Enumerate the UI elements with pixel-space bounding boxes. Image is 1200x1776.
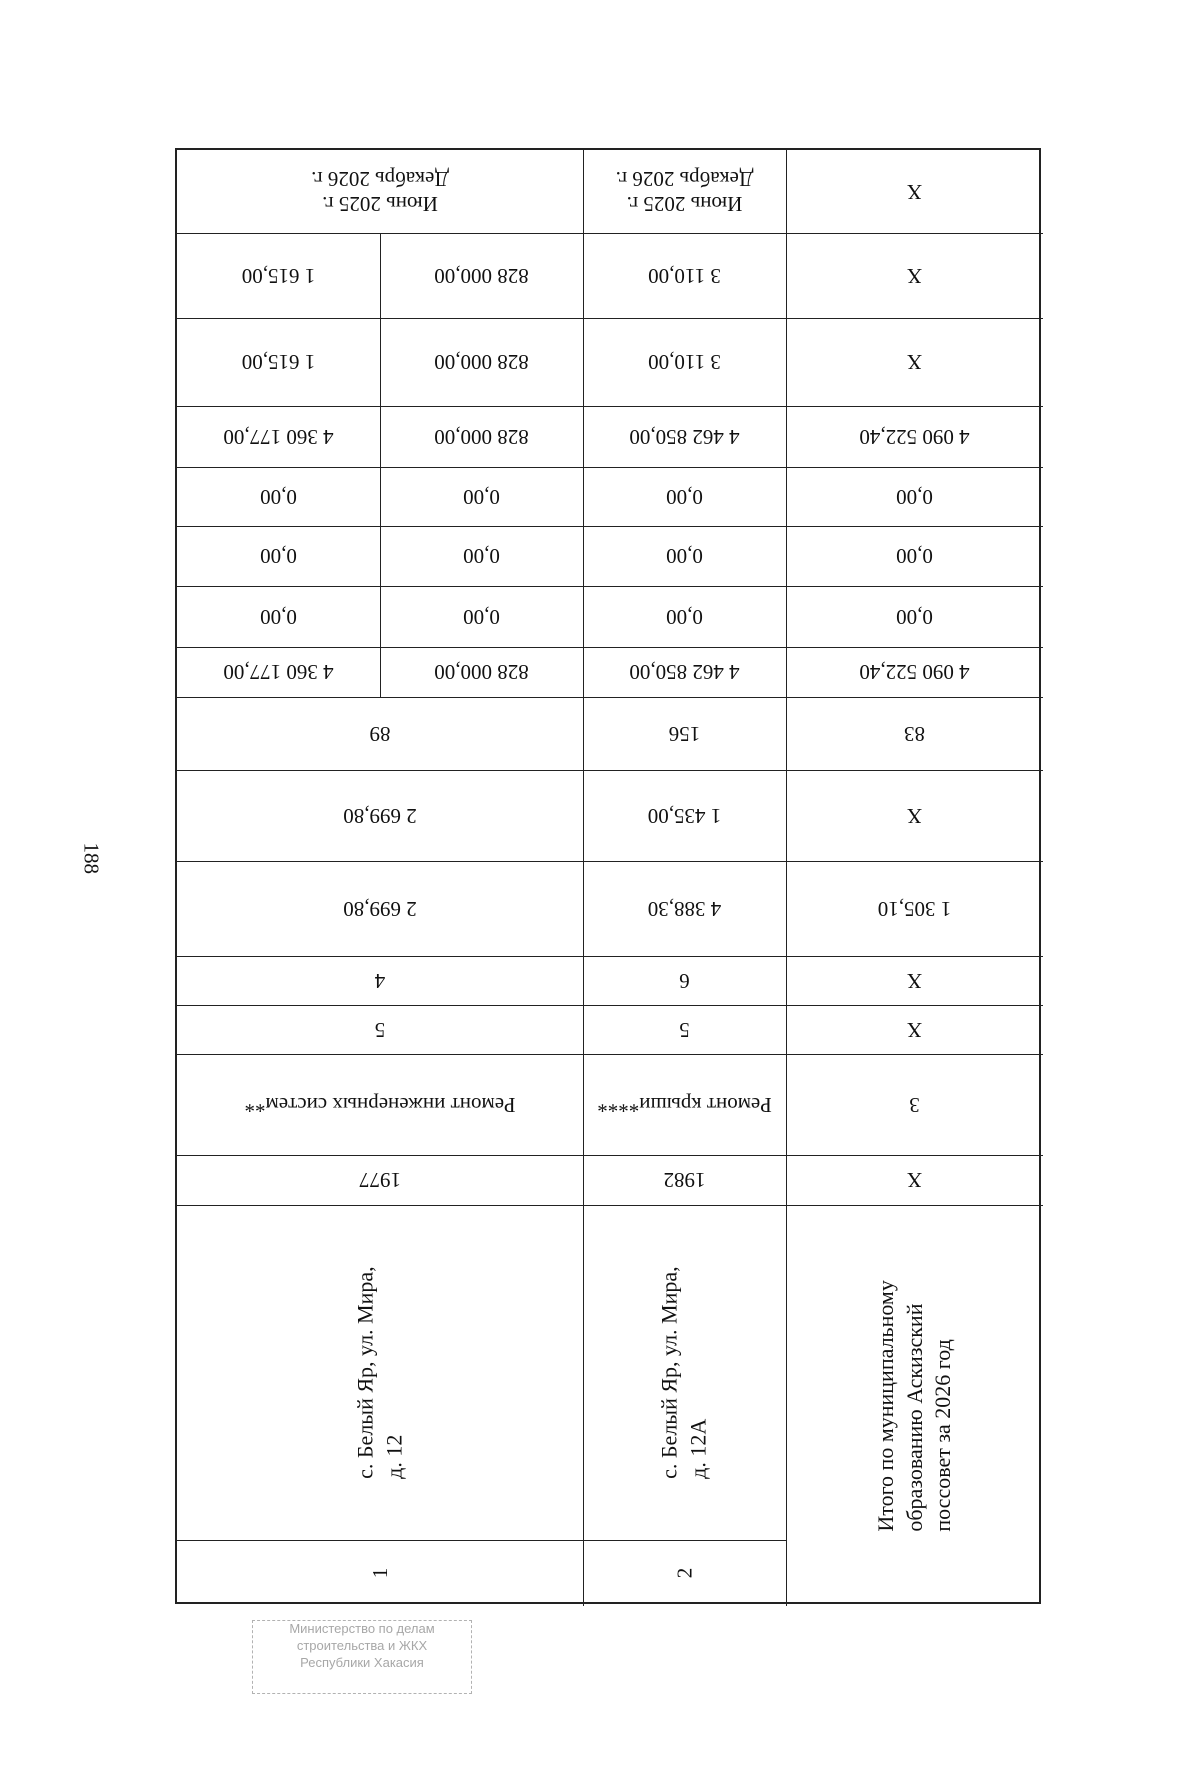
total-c5: Х: [906, 1017, 923, 1042]
total-area2: Х: [906, 803, 923, 828]
total-zero1: 0,00: [896, 604, 933, 629]
row1-zero3-b: 0,00: [463, 484, 500, 509]
row1-sum-a: 4 360 177,00: [223, 424, 334, 449]
total-schedule: Х: [906, 179, 923, 204]
row2-unit2: 3 110,00: [648, 263, 721, 288]
total-zero3: 0,00: [896, 484, 933, 509]
total-unit2: Х: [906, 263, 923, 288]
row2-unit1: 3 110,00: [648, 350, 721, 375]
row1-address: с. Белый Яр, ул. Мира, д. 12: [352, 1266, 406, 1479]
page-number: 188: [79, 842, 104, 874]
total-c4: Х: [906, 968, 923, 993]
row2-zero1: 0,00: [666, 604, 703, 629]
row1-year: 1977: [359, 1168, 401, 1193]
row2-schedule: Июнь 2025 г. Декабрь 2026 г.: [615, 167, 754, 216]
row1-schedule: Июнь 2025 г. Декабрь 2026 г.: [311, 167, 449, 216]
row1-unit2-a: 1 615,00: [241, 263, 316, 288]
row1-zero2-b: 0,00: [463, 544, 500, 569]
total-zero2: 0,00: [896, 544, 933, 569]
row1-c4: 4: [374, 968, 386, 993]
row1-c5: 5: [374, 1017, 386, 1042]
row1-area1: 2 699,80: [343, 896, 417, 921]
row1-area2: 2 699,80: [343, 803, 417, 828]
total-work: 3: [909, 1092, 920, 1117]
row2-residents: 156: [668, 721, 701, 746]
row2-zero3: 0,00: [666, 484, 703, 509]
row2-number: 2: [672, 1567, 697, 1579]
row1-unit2-b: 828 000,00: [434, 263, 529, 288]
row2-c4: 6: [679, 968, 690, 993]
total-label: Итого по муниципальному образованию Аскизский поссовет за 2026 год: [872, 1279, 955, 1532]
total-unit1: Х: [906, 350, 923, 375]
row2-work: Ремонт крыши****: [597, 1092, 772, 1117]
row2-total: 4 462 850,00: [629, 660, 740, 685]
row1-total-a: 4 360 177,00: [223, 660, 334, 685]
row1-number: 1: [367, 1567, 392, 1579]
row2-area2: 1 435,00: [647, 803, 722, 828]
row1-unit1-a: 1 615,00: [241, 350, 316, 375]
row1-residents: 89: [369, 721, 391, 746]
row2-year: 1982: [663, 1168, 706, 1193]
row1-total-b: 828 000,00: [434, 660, 529, 685]
row1-sum-b: 828 000,00: [434, 424, 529, 449]
row1-zero1-b: 0,00: [463, 604, 500, 629]
row2-sum: 4 462 850,00: [629, 424, 740, 449]
row2-address: с. Белый Яр, ул. Мира, д. 12А: [656, 1266, 711, 1479]
total-sum: 4 090 522,40: [859, 424, 970, 449]
registration-stamp: Министерство по делам строительства и ЖКХ Республики Хакасия: [252, 1620, 472, 1694]
row1-work: Ремонт инженерных систем**: [244, 1092, 516, 1117]
total-residents: 83: [904, 721, 925, 746]
row1-zero1-a: 0,00: [260, 604, 297, 629]
total-year: Х: [906, 1168, 923, 1193]
row2-area1: 4 388,30: [647, 896, 722, 921]
row2-zero2: 0,00: [666, 544, 703, 569]
row1-zero2-a: 0,00: [260, 544, 297, 569]
row2-c5: 5: [679, 1017, 690, 1042]
total-total: 4 090 522,40: [859, 660, 970, 685]
total-area1: 1 305,10: [877, 896, 952, 921]
rotated-table: [175, 148, 1041, 1604]
row1-unit1-b: 828 000,00: [434, 350, 529, 375]
row1-zero3-a: 0,00: [260, 484, 297, 509]
